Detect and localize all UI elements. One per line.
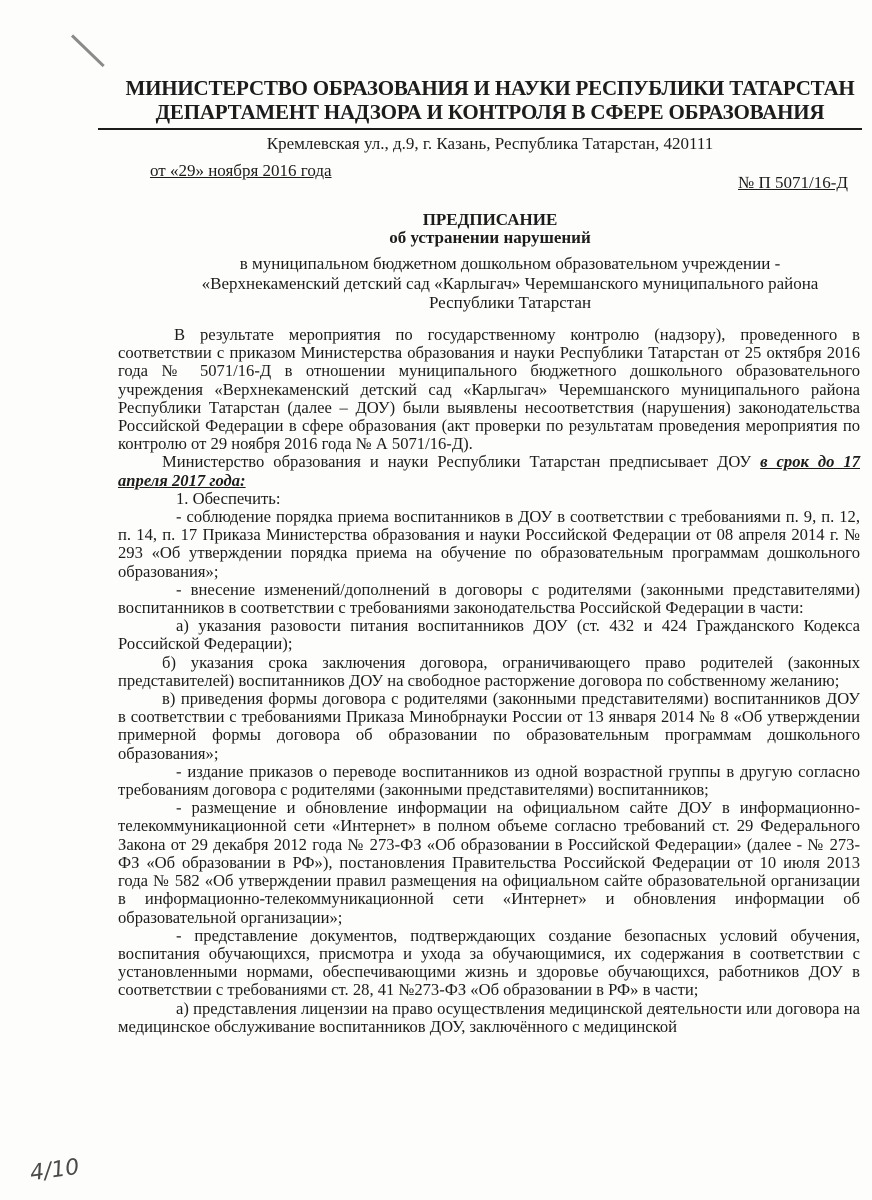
requirement-website: - размещение и обновление информации на официальном сайте ДОУ в информационно-телекоммуникационной сети «Интернет» в полном объеме согласно требований ст. 29 Федерального Закона от 29 декабря 2012 года № 273-ФЗ «Об образовании в Российской Федерации» (далее - № 273-ФЗ «Об образовании в РФ»), постановления Правительства Российской Федерации от 10 июля 2013 года № 582 «Об утверждении правил размещения на официальном сайте образовательной организации в информационно-телекоммуникационной сети «Интернет» и обновления информации об образовательной организации»; <box>118 798 860 927</box>
ministry-heading: МИНИСТЕРСТВО ОБРАЗОВАНИЯ И НАУКИ РЕСПУБЛИКИ ТАТАРСТАН <box>125 76 855 100</box>
requirement-contracts-c: в) приведения формы договора с родителями (законными представителями) воспитанников ДОУ в соответствии с требованиями Приказа Минобрнауки России от 13 января 2014 № 8 «Об утверждении примерной формы договора об образовании по образовательным программам дошкольного образования»; <box>118 689 860 763</box>
document-date: от «29» ноября 2016 года <box>150 161 332 180</box>
requirement-contracts-a: а) указания разовости питания воспитанников ДОУ (ст. 432 и 424 Гражданского Кодекса Российской Федерации); <box>118 616 860 654</box>
requirement-admission: - соблюдение порядка приема воспитанников в ДОУ в соответствии с требованиями п. 9, п. 12, п. 14, п. 17 Приказа Министерства образования и науки Российской Федерации от 08 апреля 2014 г. № 293 «Об утверждении порядка приема на обучение по образовательным программам дошкольного образования»; <box>118 507 860 581</box>
handwritten-page-number: 4/10 <box>28 1154 81 1187</box>
subject-block <box>150 254 870 313</box>
order-deadline: в срок до 17 апреля 2017 года: <box>118 452 860 490</box>
document-body <box>118 326 860 1036</box>
requirement-contracts: - внесение изменений/дополнений в договоры с родителями (законными представителями) воспитанников в соответствии с требованиями законодательства Российской Федерации в части: <box>118 579 860 618</box>
header-divider <box>98 128 862 130</box>
requirement-contracts-b: б) указания срока заключения договора, ограничивающего право родителей (законных представителей) воспитанников ДОУ на свободное расторжение договора по собственному желанию; <box>118 652 860 690</box>
item-1-heading: 1. Обеспечить: <box>176 488 281 508</box>
intro-paragraph: В результате мероприятия по государственному контролю (надзору), проведенного в соответствии с приказом Министерства образования и науки Республики Татарстан от 25 октября 2016 года № 5071/16-Д в отношении муниципального бюджетного дошкольного образовательного учреждения «Верхнекаменский детский сад «Карлыгач» Черемшанского муниципального района Республики Татарстан (далее – ДОУ) были выявлены несоответствия (нарушения) законодательства Российской Федерации в сфере образования (акт проверки по результатам проведения мероприятия по контролю от 29 ноября 2016 года № А 5071/16-Д). <box>118 325 860 454</box>
document-subtitle: об устранении нарушений <box>389 228 591 247</box>
subject-line-3: Республики Татарстан <box>428 293 592 312</box>
requirement-safety-a: а) представления лицензии на право осуществления медицинской деятельности или договора на медицинское обслуживание воспитанников ДОУ, заключённого с медицинской <box>118 998 860 1036</box>
subject-line-1: в муниципальном бюджетном дошкольном образовательном учреждении - <box>239 254 781 273</box>
address-line: Кремлевская ул., д.9, г. Казань, Республика Татарстан, 420111 <box>266 134 714 153</box>
requirement-safety-documents: - представление документов, подтверждающих создание безопасных условий обучения, воспитания обучающихся, присмотра и ухода за обучающимися, их содержания в соответствии с установленными нормами, обеспечивающими жизнь и здоровье обучающихся, работников ДОУ в соответствии с требованиями ст. 28, 41 №273-ФЗ «Об образовании в РФ» в части; <box>118 925 860 1000</box>
department-heading: ДЕПАРТАМЕНТ НАДЗОРА И КОНТРОЛЯ В СФЕРЕ ОБРАЗОВАНИЯ <box>155 100 825 124</box>
order-paragraph <box>118 453 860 489</box>
staple-mark <box>71 34 105 67</box>
order-prefix: Министерство образования и науки Республики Татарстан предписывает ДОУ <box>162 452 761 472</box>
subject-line-2: «Верхнекаменский детский сад «Карлыгач» Черемшанского муниципального района <box>201 273 819 293</box>
document-title: ПРЕДПИСАНИЕ <box>422 210 558 229</box>
document-number: № П 5071/16-Д <box>738 173 848 192</box>
requirement-transfer-orders: - издание приказов о переводе воспитанников из одной возрастной группы в другую согласно требованиям договора с родителями (законными представителями) воспитанников; <box>118 761 860 800</box>
